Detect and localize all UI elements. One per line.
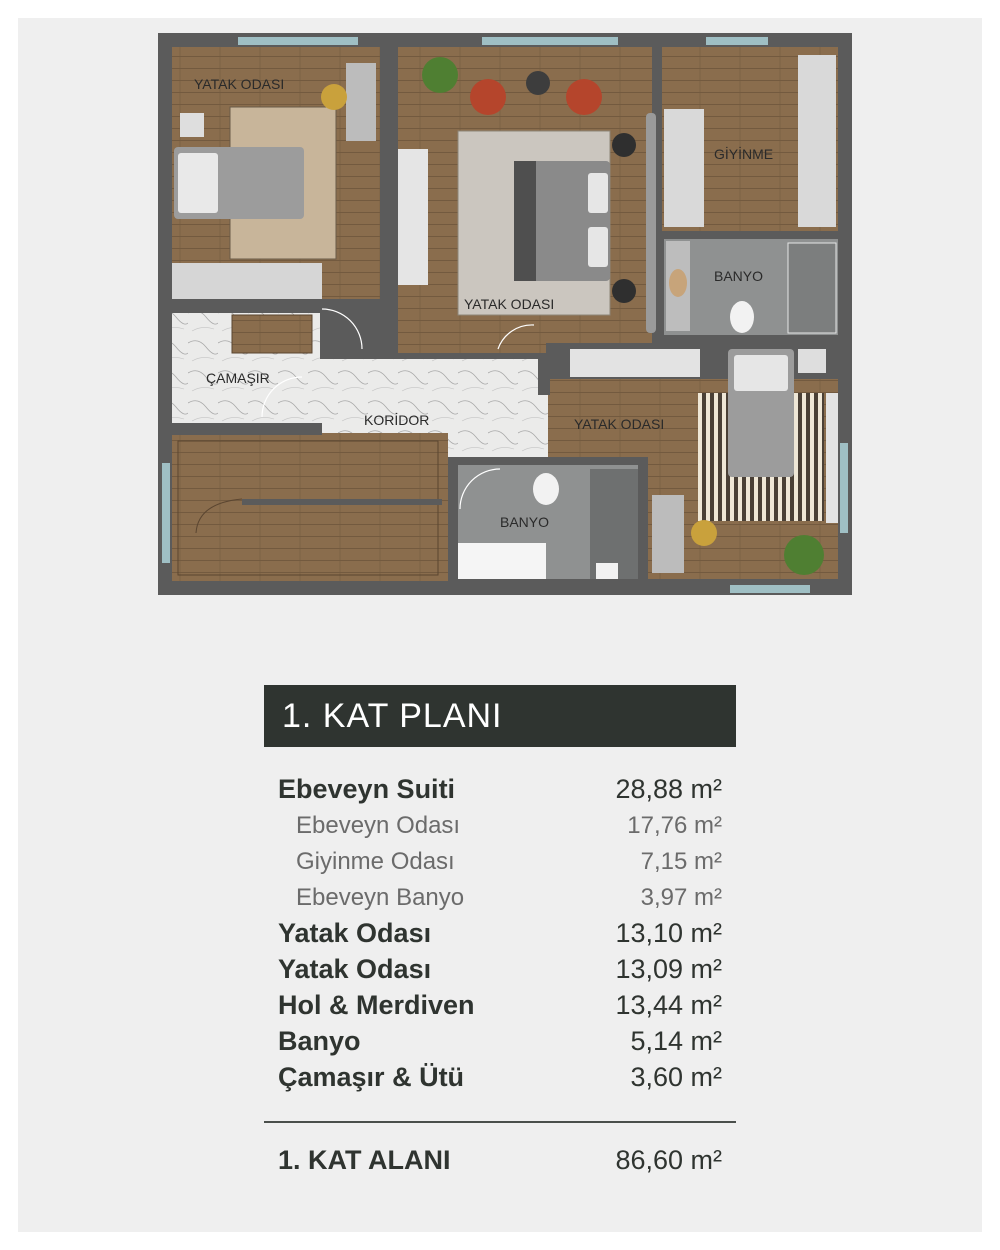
total-value: 86,60 m²: [615, 1145, 722, 1175]
area-value: 28,88 m²: [615, 774, 722, 804]
table-divider: [264, 1121, 736, 1123]
area-value: 7,15 m²: [640, 848, 722, 875]
window: [730, 585, 810, 593]
plan-title-bar: [264, 685, 736, 747]
room-label-bath: BANYO: [500, 514, 550, 530]
area-name: Hol & Merdiven: [278, 990, 475, 1020]
total-row: [264, 1143, 736, 1183]
area-value: 3,97 m²: [640, 884, 722, 911]
area-name: Ebeveyn Banyo: [296, 884, 465, 911]
area-value: 3,60 m²: [630, 1062, 722, 1092]
window: [840, 443, 848, 533]
area-row: [264, 1024, 736, 1060]
area-row: [264, 952, 736, 988]
area-name: Yatak Odası: [278, 954, 432, 984]
area-row: [264, 1060, 736, 1096]
room-label-laundry: ÇAMAŞIR: [206, 370, 270, 386]
window: [238, 37, 358, 45]
area-row: [264, 880, 736, 916]
room-label-bedroom-se: YATAK ODASI: [574, 416, 665, 432]
area-row: [264, 808, 736, 844]
room-label-dressing: GİYİNME: [714, 146, 774, 162]
window: [706, 37, 768, 45]
area-name: Ebeveyn Suiti: [278, 774, 456, 804]
area-value: 13,09 m²: [615, 954, 722, 984]
area-name: Çamaşır & Ütü: [278, 1062, 465, 1092]
room-label-master-bath: BANYO: [714, 268, 764, 284]
area-value: 13,44 m²: [615, 990, 722, 1020]
area-row: [264, 988, 736, 1024]
room-label-bedroom-nw: YATAK ODASI: [194, 76, 285, 92]
floor-plan-drawing: [158, 33, 852, 595]
plan-title: 1. KAT PLANI: [282, 697, 503, 735]
room-label-corridor: KORİDOR: [364, 412, 430, 428]
area-value: 13,10 m²: [615, 918, 722, 948]
area-name: Ebeveyn Odası: [296, 812, 461, 839]
area-value: 17,76 m²: [627, 812, 722, 839]
area-value: 5,14 m²: [630, 1026, 722, 1056]
area-name: Yatak Odası: [278, 918, 432, 948]
area-row: [264, 844, 736, 880]
area-name: Giyinme Odası: [296, 848, 455, 875]
area-row: [264, 772, 736, 808]
floor-plan: [158, 33, 852, 595]
window: [162, 463, 170, 563]
area-table: [264, 772, 736, 1096]
area-name: Banyo: [278, 1026, 361, 1056]
total-name: 1. KAT ALANI: [278, 1145, 451, 1175]
room-label-master-bedroom: YATAK ODASI: [464, 296, 555, 312]
area-row: [264, 916, 736, 952]
window: [482, 37, 618, 45]
